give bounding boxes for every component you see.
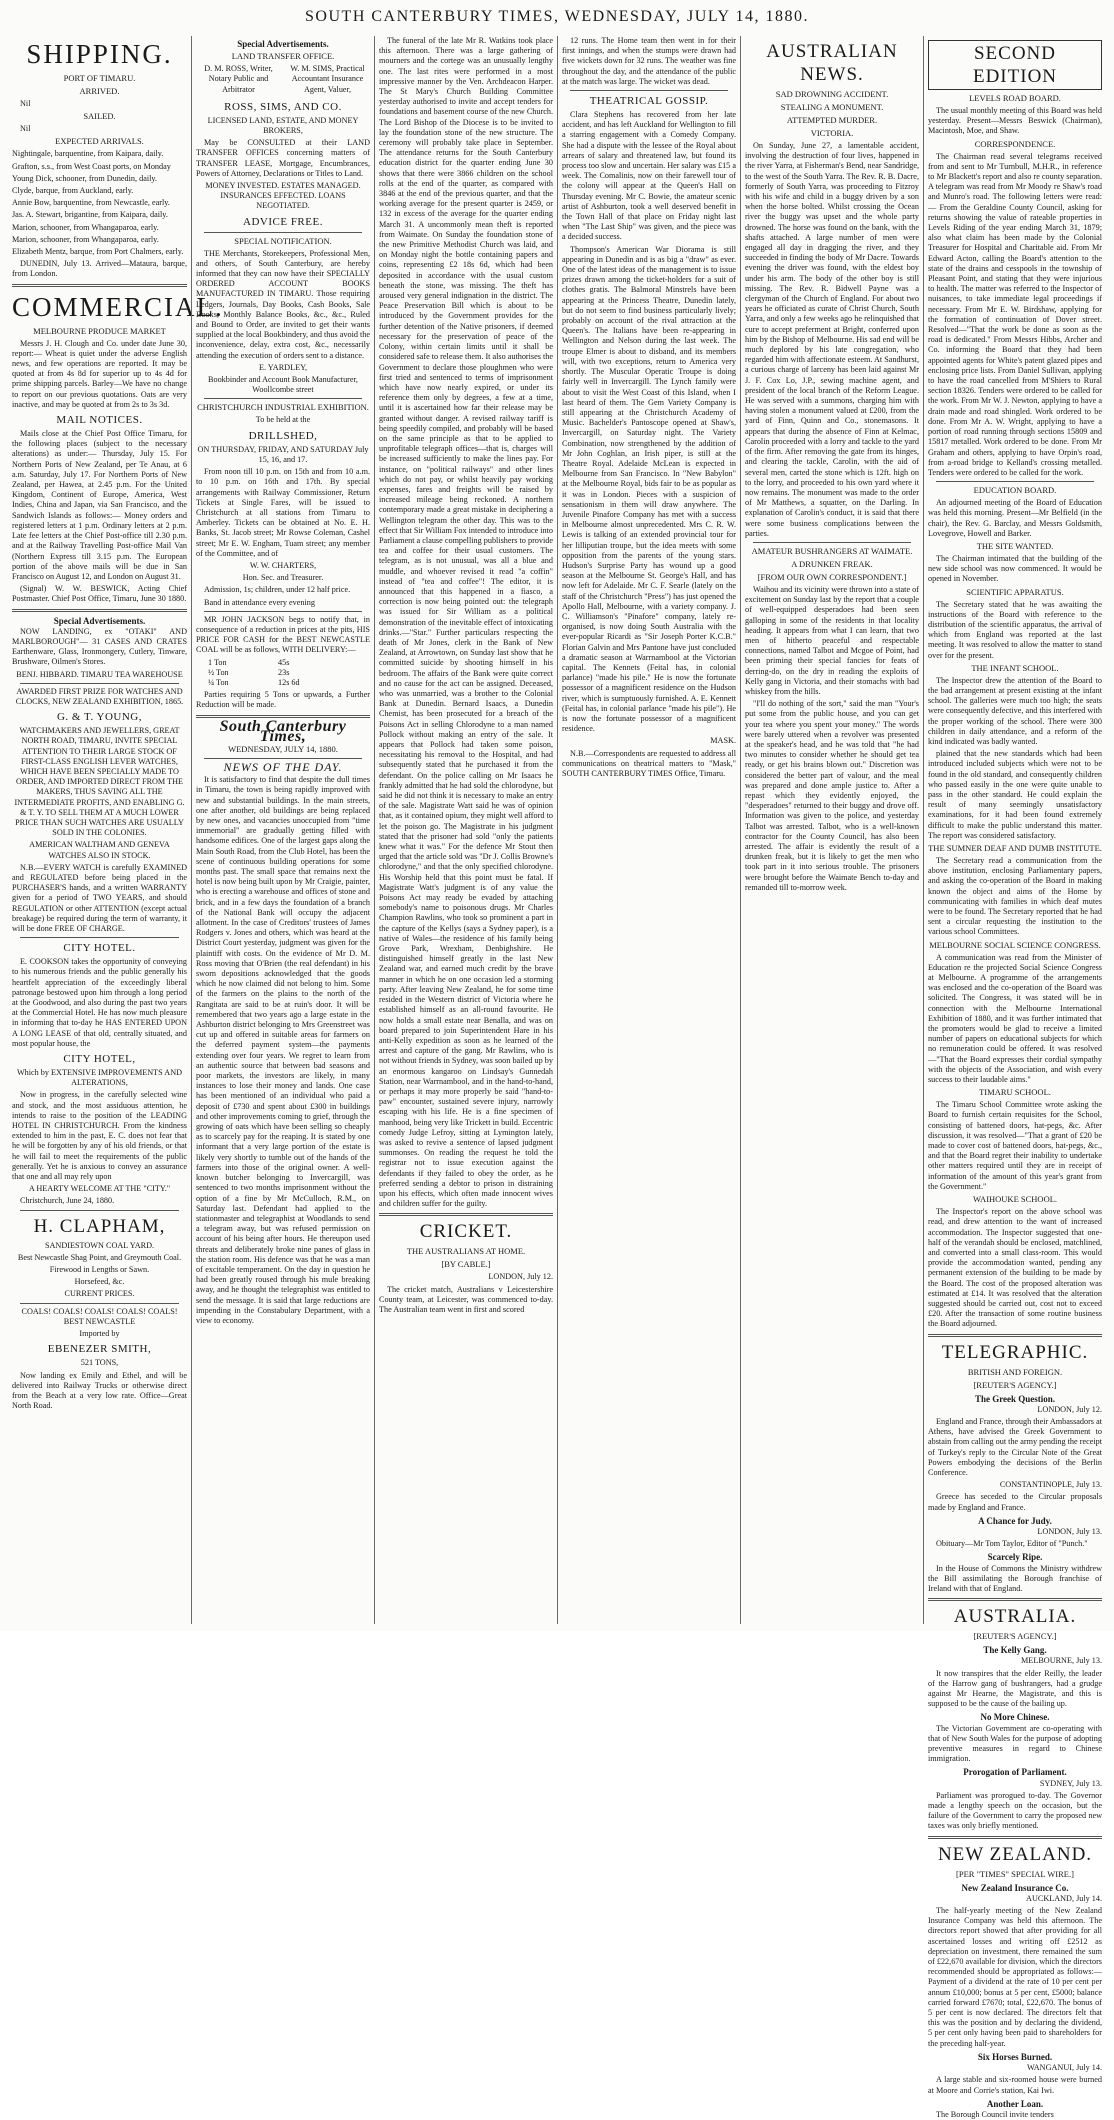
horsefeed-ad: Horsefeed, &c. [74,1277,125,1287]
attempted-murder: ATTEMPTED MURDER. [786,115,878,125]
cricket-continued: 12 runs. The Home team then went in for their first innings, and when the stumps were drawn had five wickets down for 32 runs. The weather was fine throughout the day, and the attendance of the public at the match was large. The wicket was dead. [562,36,736,86]
arrived-nil: Nil [20,99,31,108]
prorogation-text: Parliament was prorogued to-day. The Governor made a lengthy speech on the occasion, but the failure of the Government to carry the proposed new taxes was only briefly mentioned. [928,1790,1102,1831]
correspondence-text: The Chairman read several telegrams received from and sent to Mr Turnbull, M.H.R., in reference to Mr Blackett's report and also re county separation. A telegram was read from Mr Moody re Shaw's road and Munro's road. The following letters were read:— From the Geraldine County Council, asking for returns showing the value of rateable properties in Levels Riding of the year ending March 31, 1879; also what claim has been made by the Colonial Treasurer for Hospital and Charitable aid. From Mr Edward Acton, calling the Board's attention to the state of the drains and cesspools in the township of Pleasant Point, and stating that they were injurious to health. The matter was referred to the Inspector of nuisances, to take immediate legal proceedings if necessary. From Mr E. W. Birdshaw, applying for the formation of continuation of Dover street. Resolved—"That the work be done as soon as the road is dedicated." From Messrs Hibbs, Archer and Co. informing the Board that they had been appointed agents for White's patent glazed pipes and enclosing price lists. From Daniel Sullivan, applying to have the road cancelled from M'Shiers to Rural section 18326. Tenders were ordered to be called for the work. From Mr W. J. Newton, applying to have a drain made and road shingled. Work ordered to be done. From Mr A. W. Wright, applying to have a portion of road running through sections 15809 and 15817 metalled. Work ordered to be done. From Mr Graham and others, applying to have Orpin's road, from a-road bridge to Kelland's crossing metalled. Tenders were ordered to be called for the work. [928,151,1102,477]
education-heading: EDUCATION BOARD. [973,485,1057,496]
insurance-heading: New Zealand Insurance Co. [961,1882,1069,1893]
special-ads-heading: Special Advertisements. [53,615,146,626]
kelly-heading: The Kelly Gang. [983,1645,1047,1656]
judy-text: Obituary—Mr Tom Taylor, Editor of "Punch." [936,1539,1088,1549]
city-hotel-name: CITY HOTEL, [63,1053,136,1066]
arrival-item: Marion, schooner, from Whangaparoa, early. [12,234,159,244]
telegraphic-heading: TELEGRAPHIC. [941,1341,1089,1363]
cricket-heading: CRICKET. [419,1221,513,1243]
sailed-heading: SAILED. [83,111,116,122]
city-hotel-date: Christchurch, June 24, 1880. [20,1196,115,1206]
coal-price-table [208,658,358,689]
bushrangers-heading: AMATEUR BUSHRANGERS AT WAIMATE. [751,545,913,556]
new-zealand-heading: NEW ZEALAND. [937,1843,1093,1865]
melbourne-heading: MELBOURNE SOCIAL SCIENCE CONGRESS. [929,939,1101,950]
ripe-heading: Scarcely Ripe. [987,1552,1043,1563]
british-foreign: BRITISH AND FOREIGN. [967,1366,1063,1377]
ross-right: W. M. SIMS, Practical Accountant Insurance Agent, Valuer, [290,64,365,94]
arrival-item: Marion, schooner, from Whangaparoa, early. [12,222,159,232]
horses-text: A large stable and six-roomed house were burned at Moore and Corrie's station, Kai Iwi. [928,2075,1102,2095]
divider [204,611,362,612]
reuters-agency: [REUTER'S AGENCY.] [973,1379,1057,1390]
cricket-sub: THE AUSTRALIANS AT HOME. [406,1246,526,1257]
arrival-item: Jas. A. Stewart, brigantine, from Kaipara, daily. [12,210,168,220]
news-text: It is satisfactory to find that despite the dull times in Timaru, the town is being rapidly improved with new and substantial buildings. In the main streets, one after another, old buildings are being replaced by new ones, and vacancies unoccupied from "time immemorial" are gradually getting filled with handsome edifices. One of the largest gaps along the Main South Road, from the Club Hotel, has been the scene of continuous building operations for some months past. The small space that remains next the hotel is now being built upon by Mr Craigie, painter, who is erecting a warehouse and offices of stone and brick, and in a few days the foundation of a branch of the National Bank will occupy the adjacent allotment. In the case of Creditors' trustees of James Rodgers v. Jones and others, which was heard at the District Court yesterday, judgment was given for the plaintiff with costs. On the evidence of Mr D. M. Ross moving that O'Brien (the real defendant) in his sworn depositions acknowledged that the goods which he now claimed did not belong to him. Some of the farmers on the plains to the north of the Rangitata are said to be at ruin's door. It will be remembered that two years ago a large estate in the Ashburton district belonging to Mrs Greenstreet was cut up and offered in suitable areas for farmers on the deferred payment system—the payments extending over four years. We regret to learn from an authentic source that between bad seasons and poor markets, the investors are likely, in many instances to lose their money and lands. One case has been mentioned of an individual who paid a deposit of £730 and spent about £300 in buildings and other improvements coming to grief, through the growing of oats which have been selling so cheaply as to scarcely pay for the reaping. It is stated by one informant that a very large portion of the estate is likely very shortly to tumble out of the hands of the farmers into those of the original owner. A well-known butcher belonging to Invercargill, was sentenced to two months imprisonment without the option of a fine by Mr McCulloch, R.M., on Saturday last. Defendant had applied to the stationmaster and telegraphist at Woodlands to send a telegram away, but was refused permission on account of his being after hours. He thereupon used threats and deliberately broke nine panes of glass in the station room. His defence was that he was a man of excitable temperament. On the day in question he had been greatly roused through his mule breaking away, and he thought the telegraphist was entitled to send the message. It is said that large reductions are impending in the Constabulary Department, with a view to economy. [196,775,370,1325]
divider [379,1213,553,1216]
site-heading: THE SITE WANTED. [976,540,1054,551]
divider [936,481,1094,482]
market-heading: MELBOURNE PRODUCE MARKET [33,325,166,336]
theatrical-text: Clara Stephens has recovered from her late accident, and has left Auckland for Wellington to fill a starring engagement with a Comedy Company. She had a dispute with the lessee of the Royal about arrears of salary and threatened law, but found its process too slow and uncertain. Her salary was £15 a week. The Comalinis, now on their farewell tour of the colony will appear at the Queen's Hall on Thursday evening. Mr C. Bowie, the amateur scenic artist of Ashburton, took a well deserved benefit in the Town Hall of that place on Friday night last when "The Last Ship" was given, and the piece was a decided success. [562,110,736,242]
divider [204,398,362,399]
ross-text: May be CONSULTED at their LAND TRANSFER OFFICES concerning matters of TRANSFER LEASE, Mortgage, Encumbrances, Powers of Attorney, Declarations or Titles to Land. [196,138,370,178]
yardley-sub: Bookbinder and Account Book Manufacturer, Woollcombe street [208,375,358,395]
australia-heading: AUSTRALIA. [953,1606,1077,1628]
reuters-agency-2: [REUTER'S AGENCY.] [973,1631,1057,1642]
bushrangers-text-2: "I'll do nothing of the sort," said the man "Your's put some from the public house, and you can get your tea where you spent your money." The words were barely uttered when a revolver was presented at the speaker's head, and he was told that "he had two minutes to consider whether he should get tea ready, or get his brains blown out." Discretion was considered the better part of valour, and the meal was prepared and done ample justice to. After a repast which they evidently enjoyed, the "desperadoes" returned to their buggy and drove off. Information was given to the police, and yesterday Talbot was arrested. Talbot, who is a well-known contractor for the County Council, has also been arrested. The affair is evidently the result of a drunken freak, but it is likely to get the men who took part in it into serious trouble. The prisoners were brought before the Waimate Bench to-day and remanded till to-morrow week. [745,699,919,892]
kelly-dateline: MELBOURNE, July 13. [1021,1656,1102,1666]
coal-qty: ¼ Ton [208,677,229,687]
arrival-item: Elizabeth Mentz, barque, from Port Chalmers, early. [12,247,184,257]
horses-dateline: WANGANUI, July 14. [1026,2063,1102,2073]
coal-qty: 1 Ton [208,657,227,667]
table-row [208,678,358,688]
drillshed: DRILLSHED, [248,429,318,442]
drunken-freak: A DRUNKEN FREAK. [791,558,873,569]
young-ad: WATCHMAKERS AND JEWELLERS, GREAT NORTH ROAD, TIMARU, INVITE SPECIAL ATTENTION TO THEIR LARGE STOCK OF FIRST-CLASS ENGLISH LEVER WATCHES, WHICH HAVE BEEN SPECIALLY MADE TO ORDER, AND IMPORTED DIRECT FROM THE MAKERS, THUS SAVING ALL THE INTERMEDIATE PROFITS, AND ENABLING G. & T. Y. TO SELL THEM AT A MUCH LOWER PRICE THAN SUCH WATCHES ARE USUALLY SOLD IN THE COLONIES. [14,726,185,838]
insurance-text: The half-yearly meeting of the New Zealand Insurance Company was held this afternoon. The directors report showed that after providing for all ascertained losses and writing off £2512 as depreciation on investment, there remained the sum of £22,670 available for division, which the directors recommended should be appropriated as follows:—Payment of a dividend at the rate of 10 per cent per annum £10,000; bonus at 5 per cent, £5000; balance carried forward £7670; total, £22,670. The bonus of 5 per cent is now declared. The directors felt that this was the position and by declaring the dividend, 5 per cent only having been paid to shareholders for the preceding half-year. [928,1906,1102,2048]
young-heading: G. & T. YOUNG, [56,711,142,724]
constantinople-dateline: CONSTANTINOPLE, July 13. [999,1480,1102,1490]
divider [12,609,187,612]
ross-names [196,64,370,97]
jackson-ad: MR JOHN JACKSON begs to notify that, in consequence of a reduction in prices at the pits, HIS PRICE FOR CASH for the BEST NEWCASTLE COAL will be as follows, WITH DELIVERY:— [196,614,370,655]
special-wire: [PER "TIMES" SPECIAL WIRE.] [956,1868,1074,1879]
victoria-heading: VICTORIA. [810,128,854,138]
mask-signature: MASK. [710,736,736,746]
commercial-heading: COMMERCIAL. [12,291,224,322]
by-cable: [BY CABLE.] [441,1259,491,1270]
ross-firm: ROSS, SIMS, AND CO. [224,100,342,113]
column-2 [191,36,374,1624]
theatrical-heading: THEATRICAL GOSSIP. [589,95,709,108]
notification-heading: SPECIAL NOTIFICATION. [234,235,332,246]
coal-price: 23s [278,667,290,677]
education-continued: plained that the new standards which had been introduced included subjects which were not to be found in the old standard, and consequently children who passed easily in the one were quite unable to pass in the other standard. He could explain the result of many seemingly unsatisfactory examinations, for it had been found extremely difficult to make the public understand this matter. The report was considered satisfactory. [928,749,1102,840]
horses-heading: Six Horses Burned. [977,2051,1053,2062]
smith-heading: EBENEZER SMITH, [47,1343,152,1356]
landing-ad: NOW LANDING, ex "OTAKI" AND MARLBOROUGH"— 31 CASES AND CRATES Earthenware, Glass, Ironmongery, Cutlery, Tinware, Brushware, Oilmen's Stores. [12,626,187,667]
port-heading: PORT OF TIMARU. [63,73,136,83]
column-5 [740,36,923,1624]
award-ad: AWARDED FIRST PRIZE FOR WATCHES AND CLOCKS, NEW ZEALAND EXHIBITION, 1865. [15,686,184,706]
watch-warranty: N.B.—EVERY WATCH is carefully EXAMINED and REGULATED before being placed in the PURCHASER'S hands, and a written WARRANTY given for a period of TWO YEARS, and should REGULATION or other ATTENTION (except actual breakage) be required during the term of warranty, it will be done FREE OF CHARGE. [12,862,187,933]
city-hotel-text-2: Now in progress, in the carefully selected wine and stock, and the most assiduous attention, he intends to raise to the position of the LEADING HOTEL IN CHRISTCHURCH. From the kindness extended to him in the past, E. C. does not fear that he will be forgotten by any of his old friends, or that he will fail to meet the requirements of the public generally. Yet he is anxious to convey an assurance that one and all may rely upon [12,1090,187,1182]
mail-signature: (Signal) W. W. BESWICK, Acting Chief Postmaster. Chief Post Office, Timaru, June 30 1880. [12,584,187,604]
divider [12,284,187,287]
expected-heading: EXPECTED ARRIVALS. [55,136,144,147]
divider [204,232,362,233]
levels-text: The usual monthly meeting of this Board was held yesterday. Present—Messrs Beswick (Chairman), Macintosh, Moe, and Shaw. [928,106,1102,136]
coal-ad: Best Newcastle Shag Point, and Greymouth Coal. [17,1252,182,1262]
second-edition-heading [928,40,1102,90]
greek-text: England and France, through their Ambassadors at Athens, have advised the Greek Government to abstain from calling out the army pending the receipt of Turkey's reply to the Circular Note of the Great Powers embodying the decisions of the Berlin Conference. [928,1416,1102,1477]
divider [20,1303,179,1304]
city-hotel-improvements: Which by EXTENSIVE IMPROVEMENTS AND ALTERATIONS, [16,1068,183,1088]
ross-sub: LICENSED LAND, ESTATE, AND MONEY BROKERS, [207,115,359,136]
divider [20,1210,179,1211]
exhibition-text: From noon till 10 p.m. on 15th and from 10 a.m. to 10 p.m. on 16th and 17th. By special arrangements with Railway Commissioner, Return Tickets at Single Fares, will be issued to Christchurch at all stations from Timaru to Amberley. Tickets can be obtained at No. E. H. Banks, St. Jacob street; Mr Rowse Coleman, Cashel street; Mr E. W. Engham, Tuam street; any member of the Committee, and of [196,467,370,558]
sad-drowning: SAD DROWNING ACCIDENT. [775,89,889,99]
kelly-text: It now transpires that the elder Reilly, the leader of the Harrow gang of bushrangers, had a grudge against Mr Hearne, the Magistrate, and this is supposed to be the cause of the bailing up. [928,1668,1102,1709]
charters-sub: Hon. Sec. and Treasurer. [242,573,324,583]
divider [928,1598,1102,1601]
greek-dateline: LONDON, July 12. [1037,1404,1102,1414]
prorogation-heading: Prorogation of Parliament. [963,1767,1067,1778]
arrival-item: Clyde, barque, from Auckland, early. [12,186,134,196]
chinese-text: The Victorian Government are co-operating with that of New South Wales for the purpose of adopting preventive measures in regard to Chinese immigration. [928,1723,1102,1764]
hibbard-ad: BENJ. HIBBARD. TIMARU TEA WAREHOUSE [16,669,183,679]
divider [204,758,362,759]
divider [20,937,179,938]
infant-text: The Inspector drew the attention of the Board to the bad arrangement at present existing at the infant school. The galleries were much too high; the seats were consequently defective, and this interfered with the proper working of the school. There were 300 children in daily attendance, and a reform of the kind indicated was badly wanted. [928,675,1102,746]
notification-text: THE Merchants, Storekeepers, Professional Men, and others, of South Canterbury, are hereby informed that they can now have their SPECIALLY ORDERED ACCOUNT BOOKS MANUFACTURED IN TIMARU. Those requiring Ledgers, Journals, Day Books, Cash Books, Sale Books, Monthly Balance Books, &c., &c., Ruled and Bound to Order, are invited to get their wants supplied at the local Bookbindery, and thus avoid the inconvenience, delay, extra cost, &c., necessarily attending the execution of orders sent to a distance. [196,248,370,360]
market-report: Messrs J. H. Clough and Co. under date June 30, report:— Wheat is quiet under the adverse English news, and few operations are reported. It may be quoted at from 4s 8d for superior up to 4s 4d for prime shipping parcels. Barley—We have no change to report on our previous quotations. Oats are very inactive, and may be quoted at from 2s to 3s 3d. [12,338,187,409]
australian-news-heading: AUSTRALIAN NEWS. [766,41,898,85]
cricket-dateline: LONDON, July 12. [488,1272,553,1282]
paper-date: WEDNESDAY, JULY 14, 1880. [228,743,338,754]
special-ads-heading: Special Advertisements. [237,39,329,49]
city-hotel-heading: CITY HOTEL. [63,942,136,955]
table-row [208,668,358,678]
tons-text: Now landing ex Emily and Ethel, and will be delivered into Railway Trucks or otherwise direct from the Beach at a very low rate. Office—Great North Road. [12,1370,187,1411]
judy-dateline: LONDON, July 13. [1037,1526,1102,1536]
exhibition-dates: ON THURSDAY, FRIDAY, AND SATURDAY July 15, 16, and 17. [197,444,369,464]
exhibition-held: To be held at the [255,415,311,425]
arrivals-list [12,149,187,257]
sailed-nil: Nil [20,124,31,134]
advice-free: ADVICE FREE. [243,215,323,228]
american-watches: AMERICAN WALTHAM AND GENEVA WATCHES ALSO IN STOCK. [29,840,170,860]
prorogation-dateline: SYDNEY, July 13. [1039,1778,1102,1788]
column-6 [923,36,1106,2119]
arrived-heading: ARRIVED. [79,86,120,96]
clapham-heading: H. CLAPHAM, [33,1215,166,1237]
greek-heading: The Greek Question. [974,1393,1056,1404]
timaru-school-text: The Timaru School Committee wrote asking the Board to furnish certain requisites for the School, consisting of battened doors, hat-pegs, &c. After discussion, it was resolved—"That a grant of £20 be made to cover cost of battened doors, hat-pegs, &c., and that the Board regret their inability to undertake other matters required until they are in receipt of information of the amount of this year's grant from the Government." [928,1100,1102,1191]
second-edition: SECOND EDITION [928,40,1102,90]
coal-qty: ½ Ton [208,667,229,677]
city-hotel-text: E. COOKSON takes the opportunity of conveying to his numerous friends and the public generally his heartfelt appreciation of the exceedingly liberal patronage bestowed upon him through a long period at the Goodwood, and also during the past two years at the Commercial Hotel. He has now much pleasure in informing that to-day he HAS ENTERED UPON A LONG LEASE of that old, centrally situated, and most popular house, the [12,957,187,1048]
divider [928,1334,1102,1337]
coal-price: 45s [278,657,290,667]
column-3 [374,36,557,1624]
tons-heading: 521 TONS, [80,1358,119,1368]
divider [753,542,911,543]
news-heading: NEWS OF THE DAY. [223,759,343,774]
shipping-heading: SHIPPING. [26,39,173,69]
theatrical-text-2: Thompson's American War Diorama is still appearing in Dunedin and is as big a "draw" as ever. One of the latest ideas of the management is to issue prizes drawn among the ticket-holders for a suit of clothes gratis. The Balmoral Minstrels have been appearing at the Princess Theatre, Dunedin lately, but do not seem to find business particularly lively; probably on account of the rival attraction at the Queen's. The Italians have been re-appearing in Wellington and Nelson during the last week. The troupe Elmer is about to disband, and its members will, with two exceptions, return to America very shortly. The Muscular Operatic Troupe is doing fairly well in Invercargill. The Lynch family were about to visit the West Coast of this Island, when I last heard of them. The Gem Variety Company is still appearing at the Christchurch Academy of Music. Bachelder's Pantoscope opened at Shaw's, Invercargill, on Saturday night. The Variety Combination, now strengthened by the addition of Mr John Coghlan, an Irish piper, is still at the Theatre Royal. Adelaide McLean is expected in Melbourne from San Francisco. In "New Babylon" at the Melbourne Royal, bids fair to be as popular as it was in London. Pieces with a suspicion of sensationism in them will draw anywhere. The Juvenile Pinafore Company has met with a success in Melbourne almost unprecedented. Mrs C. R. W. Lewis is talking of an extended provincial tour for her lilliputian troupe, but the idea meets with some opposition from the parents of the young stars. Hudson's Surprise Party has wound up a good season at the Melbourne St. George's Hall, and has now left for Adelaide. Mr C. F. Searle (lately on the staff of the Christchurch "Press") has just opened the Apollo Hall, Melbourne, with a variety company. J. C. Williamson's "Pinafore" company, lately re-organised, is now doing South Australia with the ever-popular Ricardi as "Sir Joseph Porter K.C.B." Florian Galvin and Mrs Pantone have just concluded a dramatic season at Warrnambool at the Victorian capital. The Kennets (Feital has, in colonial parlance) "made his pile." He is now the fortunate possessor of a magnificent residence on the Hudson river, which is sumptuously furnished. A. E. Kennett (Feital has, in colonial parlance "made his pile"). He is now the fortunate possessor of a magnificent residence. [562,244,736,734]
arrival-item: Annie Bow, barquentine, from Newcastle, early. [12,198,170,208]
current-prices: CURRENT PRICES. [64,1289,135,1299]
arrival-item: Young Dick, schooner, from Dunedin, daily. [12,173,157,183]
coal-price: 12s 6d [278,677,300,687]
bushrangers-text: Waihou and its vicinity were thrown into a state of excitement on Sunday last by the report that a couple of well-equipped desperadoes had been seen galloping in some of the residents in that locality heading. It appears from what I can learn, that two men of hitherto peaceful and respectable connections, named Talbot and Mcgoe of Point, had been priming their special fancies for feats of derring-do, on the dry in reading the exploits of Kelly gang in Victoria, and their stomachs with bad whiskey from the hills. [745,584,919,696]
band: Band in attendance every evening [204,597,315,607]
waihouke-text: The Inspector's report on the above school was read, and drew attention to the want of increased accommodation. The Inspector suggested that one-half of the verandah should be enclosed, matchlined, and converted into a small class-room. This would provide the accommodation wanted, pending any permanent extension of the building to be made by the Board. The cost of the proposed alteration was estimated at £14. It was resolved that the alteration suggested should be carried out, cost not to exceed £20. After the transaction of some routine business the Board adjourned. [928,1207,1102,1329]
loan-heading: Another Loan. [986,2098,1044,2109]
charters-name: W. W. CHARTERS, [249,560,317,570]
ross-left: D. M. ROSS, Writer, Notary Public and Arbitrator [204,64,273,94]
land-transfer-heading: LAND TRANSFER OFFICE. [231,51,335,62]
mail-notices: Mails close at the Chief Post Office Timaru, for the following places (subject to the necessary alterations) as under:— Thursday, July 15. For Northern Ports of New Zealand, per Te Anau, at 6 a.m. Saturday, July 17. For Northern Ports of New Zealand, per Hawea, at 2.45 p.m. For the United Kingdom, Continent of Europe, America, West Indies, China and Japan, via San Francisco, and the Sandwich Islands as follows:— Money orders and registered letters at 1 p.m. Ordinary letters at 2 p.m. Late fee letters at the Chief Post-office till 2.30 p.m. and at the Railway Travelling Post-office Mail Van (Northern Express till 3.15 p.m. The European portion of the above mails will be due in San Francisco on August 12, and London on August 31. [12,429,187,581]
loan-text: The Borough Council invite tenders [936,2109,1054,2119]
news-continued: The funeral of the late Mr R. Watkins took place this afternoon. There was a large gathering of mourners and the cortege was an unusually lengthy one. The last rites were performed in a most impressive manner by the Ven. Archdeacon Harper. The St Mary's Church Building Committee yesterday authorised to invite and accept tenders for foundations and basement course of the new Church. The Lord Bishop of the Diocese is to be invited to lay the foundation stone of the new structure. The ceremony will probably take place in September. The attendance returns for the South Canterbury education district for the quarter ending June 30 shows that there were 3866 children on the school rolls at the end of the quarter, as compared with 3846 at the end of the previous quarter, and that the working average for the present quarter is 2459, or 132 in excess of the average for the quarter ending March 31. A uncommonly mean theft is reported from Waimate. On Sunday the foundation stone of the new Primitive Methodist Church was laid, and on Monday night the bottle containing papers and coins, representing £2 18s 6d, which had been deposited in accordance with the usual custom beneath the stone, was missing. The theft has aroused very general indignation in the district. The Peace Preservation Bill which is about to be introduced by the Government provides for the further detention of the Native prisoners, if deemed necessary for the preservation of peace of the Colony, within certain limits until it shall be considered safe to release them. It also authorises the Government to declare those ploughmen who were first tried and sentenced to terms of imprisonment which have now nearly expired, or under its reference them only by degrees, a few at a time, until it is ascertained how far their release may be granted without danger. A revised railway tariff is being speedily compiled, and probably will be based on the same principle as that to be applied to unprofitable telegraph offices—that is, charges will be increased sufficiently to make the lines pay. For instance, on "political railways" and other lines which do not pay, or whilst heavily pay working expenses, fares and freights will be raised by increased mileage being reckoned. A northern contemporary made a great mistake in deciphering a Wellington telegram the other day. This was to the effect that Sir William Fox intended to introduce into Parliament a clause compelling publishers to provide tea and coffee for their usual customers. The telegram, as is not unusual, was all a blue and muddle, and whoever revised it read "a coffin" instead of "tea and coffee"! The editor, it is announced that this happened in a fiasco, a correction is now being pointed out: the telegraph was issued for Sir William as a political demonstration of the inevitable effect of intoxicating drinks.—"Star." Further particulars respecting the death of Mr Jones, clerk in the Bank of New Zealand, at Arrowtown, on Sunday last show that he committed suicide by shooting himself in his bedroom. The affairs of the Bank were quite correct and no cause for the act can be assigned. Deceased, who was unmarried, was a brother to the Colonial Bank at Dunedin. Bernard Isaacs, a Dunedin Chemist, has been prosecuted for a breach of the Poisons Act in selling Chlorodyne to a man named Pollock without making an entry of the sale. It appears that Pollock had taken some poison, necessitating his removal to the Hospital, and had subsequently stated that he purchased it from the defendant. On the police calling on Mr Isaacs he frankly admitted that he had sold the chlorodyne, but said he did not think it is necessary to make an entry of the sale. Magistrate Watt said he was of opinion that, as it contained opium, they might well afford to let the poison go. The Magistrate in his judgment stated that the prisoner had sold "only the patients knew what it was." For the defence Mr Stout then urged that the article sold was "Dr J. Collis Browne's chlorodyne," and that the only specified chlorodyne. His Worship held that this point must be fatal. If Magistrate Watt's judgment is of any value the Poisons Act may ready be evaded by attaching somebody's name to poisonous drugs. Mr Charles Champion Rawlins, who took so prominent a part in the capture of the Kellys (says a Sydney paper), is a native of Wales—the residence of his family being Grove Park, Wrexham, Denbighshire. He distinguished himself greatly in the last New Zealand war, and earned much credit by the brave manner in which he on one occasion led a storming party. After leaving New Zealand, he for some time resided in the Western district of Victoria where he established himself as an all-round favourite. He now holds a small estate near Benalla, and was on board prepared to join Superintendent Hare in his anti-Kelly expedition as soon as he learned of the arrest and capture of the gang. Mr Rawlins, who is not without friends in Sydney, was soon bailed up by an enormous kangaroo on Lindsay's Gunnedah Station, near Warrnambool, and in the hand-to-hand, or perhaps it may more properly be said "hand-to-paw" encounter, sustained severe injury, narrowly escaping with his life. He is a fine specimen of manhood, being very like Trickett in build. Eccentric comedy Judge Lefroy, sitting at Lymington lately, was asked to revive a sentence of lapsed judgment summonses. On reading the request he told the registrar not to issue execution against the defendants if they failed to obey the order, as he preferred sending a debtor to prison in distraining upon his effects, which often made innocent wives and children suffer for the guilty. [379,36,553,1209]
site-text: The Chairman intimated that the building of the new side school was now commenced. It would be opened in November. [928,553,1102,584]
timaru-school-heading: TIMARU SCHOOL. [979,1087,1051,1098]
imported-by: Imported by [79,1329,120,1339]
ripe-text: In the House of Commons the Ministry withdrew the Bill assimilating the Borough franchise of Ireland with that of England. [928,1563,1102,1593]
table-row [208,658,358,668]
waihouke-heading: WAIHOUKE SCHOOL. [972,1194,1058,1205]
coal-note: Parties requiring 5 Tons or upwards, a Further Reduction will be made. [196,690,370,710]
arrival-item: Nightingale, barquentine, from Kaipara, daily. [12,149,164,159]
admission: Admission, 1s; children, under 12 half price. [204,585,351,595]
correspondent: [FROM OUR OWN CORRESPONDENT.] [757,571,907,582]
infant-heading: THE INFANT SCHOOL. [971,662,1059,673]
education-text: An adjourned meeting of the Board of Education was held this morning. Present—Mr Belfield (in the chair), the Rev. G. Barclay, and Messrs Goldsmith, Lovegrove, Howell and Barker. [928,498,1102,538]
arrival-item: Grafton, s.s., from West Coast ports, on Monday [12,161,171,171]
city-hotel-welcome: A HEARTY WELCOME AT THE "CITY." [28,1184,171,1194]
constantinople-text: Greece has seceded to the Circular proposals made by England and France. [928,1492,1102,1512]
divider [570,90,728,91]
exhibition-heading: CHRISTCHURCH INDUSTRIAL EXHIBITION. [197,402,369,413]
mail-heading: MAIL NOTICES. [56,414,143,427]
column-4 [557,36,740,1624]
melbourne-text: A communication was read from the Minister of Education re the projected Social Science Congress at Melbourne. A programme of the arrangements was enclosed and the co-operation of the Board was solicited. The Congress, it was stated will be in connection with the Melbourne International Exhibition of 1880, and it was further intimated that the promoters would be glad to receive a limited number of papers on educational subjects for which no remuneration could be offered. It was resolved—"That the Board expresses their cordial sympathy with the objects of the Association, and wish every success to their laudable aims." [928,952,1102,1085]
clapham-sub: SANDIESTOWN COAL YARD. [44,1240,155,1250]
insurance-dateline: AUCKLAND, July 14. [1026,1893,1102,1903]
scientific-text: The Secretary stated that he was awaiting the instructions of the Board with reference to the distribution of the scientific apparatus, the arrival of which from England was reported at the last meeting. It was resolved to allow the matter to stand over for the present. [928,599,1102,660]
deaf-text: The Secretary read a communication from the above institution, enclosing Parliamentary papers, and asking the co-operation of the Board in making known the object and aims of the Home by communicating with families in which deaf mutes were to be found. The Secretary reported that he had sent a circular requesting the institution to the various school Committees. [928,856,1102,937]
scientific-heading: SCIENTIFIC APPARATUS. [966,586,1064,597]
stealing-monument: STEALING A MONUMENT. [780,102,884,112]
chinese-heading: No More Chinese. [980,1712,1050,1723]
correspondence-heading: CORRESPONDENCE. [974,138,1056,149]
cricket-text: The cricket match, Australians v Leicestershire County team, at Leicester, was commenced to-day. The Australian team went in first and scored [379,1284,553,1314]
australian-news-text: On Sunday, June 27, a lamentable accident, involving the destruction of four lives, happened in the river Yarra, at Fisherman's Bend, near Sandridge, to the west of the South Yarra. The Rev. R. B. Dacre, formerly of South Yarra, was proceeding to Fitzroy with his wife and child in a buggy driven by a son when the horse bolted. Whilst crossing the Ocean river the buggy was upset and the whole party drowned. The horse was found on the bank, with the shafts attached. A large number of men were engaged all day in dragging the river, and they succeeded in finding the body of Mr Dacre. Towards evening the driver was found, with the eldest boy under his arm. The body of the other boy is still missing. The Rev. R. Bidwell Payne was a clergyman of the Church of England. For about two years he officiated as curate of Christ Church, South Yarra, and only a few weeks ago he relinquished that cure to accept preferment at Bright, conferred upon him by the Bishop of Melbourne. His sad end will be much deplored by his late congregation, who regarded him with affectionate esteem. At Sandhurst, a curious charge of larceny has been laid against Mr J. F. Cox Lo, J.P., sewing machine agent, and president of the local branch of the Reform League. He was served with a summons, charging him with having stolen a monument valued at £200, from the yard of Finn, Quinn and Co., stonemasons. It appears that during the absence of Finn at Kelmac, Carolin proceeded with a lorry and tackle to the yard of the firm. After removing the gate from its hinges, and clearing the tackle, Carolin, with the aid of several men, carted the stone which is 12ft. high on to the lorry, and proceeded to his own yard where it now remains. The monument was made to the order of Mr Matthews, a squatter, on the Darling. In explanation of Carolin's conduct, it is said that there were some business complications between the parties. [745,141,920,538]
divider [20,683,179,684]
paper-title: South Canterbury Times, [219,717,347,745]
firewood-ad: Firewood in Lengths or Sawn. [49,1265,150,1275]
coals-ad: COALS! COALS! COALS! COALS! COALS! BEST NEWCASTLE [21,1306,178,1326]
deaf-heading: THE SUMNER DEAF AND DUMB INSTITUTE. [928,843,1102,853]
masthead: SOUTH CANTERBURY TIMES, WEDNESDAY, JULY 14, 1880. [305,8,809,25]
judy-heading: A Chance for Judy. [978,1515,1052,1526]
levels-heading: LEVELS ROAD BOARD. [969,93,1061,103]
mask-note: N.B.—Correspondents are requested to address all communications on theatrical matters to "Mask," SOUTH CANTERBURY TIMES Office, Timaru. [562,748,736,779]
columns [8,36,1106,2119]
yardley-name: E. YARDLEY, [259,362,307,372]
dunedin-report: DUNEDIN, July 13. Arrived—Mataura, barque, from London. [12,259,187,279]
ross-money: MONEY INVESTED. ESTATES MANAGED. INSURANCES EFFECTED. LOANS NEGOTIATED. [205,181,361,211]
divider [928,1836,1102,1839]
